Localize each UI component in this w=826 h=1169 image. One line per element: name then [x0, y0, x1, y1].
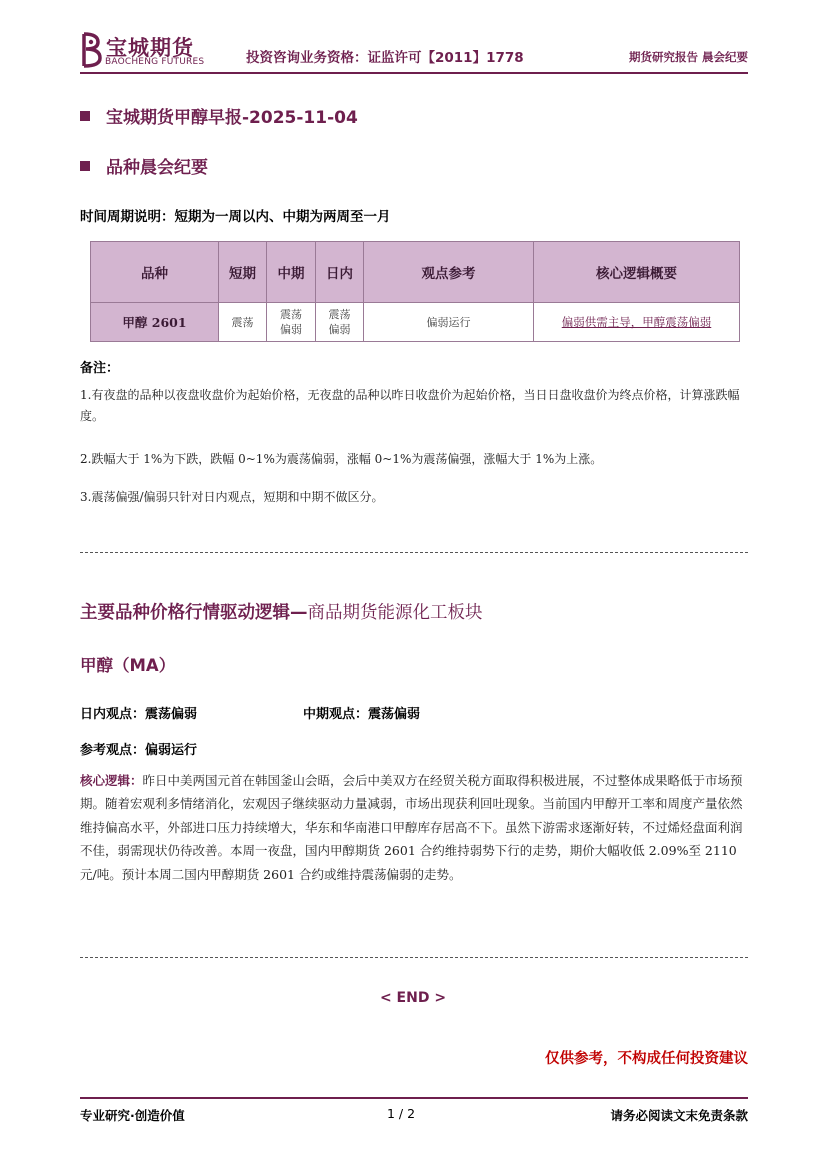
minutes-table	[90, 241, 740, 342]
table-header-cell: 品种	[91, 242, 219, 303]
logic-link[interactable]: 偏弱供需主导，甲醇震荡偏弱	[534, 303, 740, 342]
notes-heading: 备注：	[80, 361, 120, 376]
table-row	[91, 303, 740, 342]
core-logic-text: 昨日中美两国元首在韩国釜山会晤，会后中美双方在经贸关税方面取得积极进展，不过整体成果略低于市场预期。随着宏观利多情绪消化，宏观因子继续驱动力量减弱，市场出现获利回吐现象。当前国内甲醇开工率和周度产量依然维持偏高水平，外部进口压力持续增大，华东和华南港口甲醇库存居高不下。虽然下游需求逐渐好转，不过烯烃盘面利润不佳，弱需现状仍待改善。本周一夜盘，国内甲醇期货 2601 合约维持弱势下行的走势，期价大幅收低 2.09%至 2110 元/吨。预计本周二国内甲醇期货 2601 合约或维持震荡偏弱的走势。	[80, 773, 743, 882]
header-divider	[80, 72, 748, 74]
table-header-cell: 中期	[267, 242, 316, 303]
footer-disclaimer-note: 请务必阅读文末免责条款	[610, 1108, 748, 1123]
mid-view: 中期观点：震荡偏弱	[303, 707, 421, 722]
view-cell: 偏弱运行	[364, 303, 534, 342]
intraday-view: 日内观点：震荡偏弱	[80, 707, 198, 722]
logo-text-cn: 宝城期货	[106, 36, 194, 60]
table-header-cell: 日内	[316, 242, 364, 303]
report-type-text: 期货研究报告 晨会纪要	[628, 50, 748, 64]
drivers-title-sub: 商品期货能源化工板块	[307, 603, 483, 623]
minutes-title	[80, 153, 208, 178]
square-bullet-icon	[80, 161, 90, 171]
report-title	[80, 103, 358, 128]
square-bullet-icon	[80, 111, 90, 121]
logo-mark-icon	[80, 32, 102, 68]
report-title-text: 宝城期货甲醇早报-2025-11-04	[106, 108, 358, 128]
drivers-title	[80, 599, 483, 624]
dashed-divider	[80, 957, 748, 958]
logo-text-en: BAOCHENG FUTURES	[105, 57, 205, 67]
variety-heading: 甲醇（MA）	[80, 656, 176, 675]
drivers-title-main: 主要品种价格行情驱动逻辑—	[80, 603, 308, 623]
reference-view: 参考观点：偏弱运行	[80, 743, 198, 758]
end-marker: < END >	[379, 990, 447, 1006]
short-term-cell: 震荡	[219, 303, 267, 342]
table-header-cell: 短期	[219, 242, 267, 303]
table-header-row	[91, 242, 740, 303]
note-item: 3.震荡偏强/偏弱只针对日内观点，短期和中期不做区分。	[80, 490, 384, 504]
footer-divider	[80, 1097, 748, 1099]
mid-term-cell: 震荡 偏弱	[267, 303, 316, 342]
core-logic-label: 核心逻辑：	[80, 773, 143, 788]
minutes-title-text: 品种晨会纪要	[106, 158, 208, 178]
note-item: 2.跌幅大于 1%为下跌，跌幅 0~1%为震荡偏弱，涨幅 0~1%为震荡偏强，涨幅大于 1%为上涨。	[80, 452, 603, 466]
table-header-cell: 核心逻辑概要	[534, 242, 740, 303]
table-header-cell: 观点参考	[364, 242, 534, 303]
variety-cell: 甲醇 2601	[91, 303, 219, 342]
footer-slogan: 专业研究·创造价值	[80, 1108, 185, 1123]
intraday-cell: 震荡 偏弱	[316, 303, 364, 342]
page-number: 1 / 2	[387, 1106, 416, 1121]
dashed-divider	[80, 552, 748, 553]
qualification-text: 投资咨询业务资格：证监许可【2011】1778	[246, 50, 524, 66]
core-logic-paragraph	[80, 769, 750, 886]
note-item: 1.有夜盘的品种以夜盘收盘价为起始价格，无夜盘的品种以昨日收盘价为起始价格，当日日盘收盘价为终点价格，计算涨跌幅度。	[80, 388, 740, 423]
disclaimer-text: 仅供参考，不构成任何投资建议	[545, 1051, 748, 1067]
period-note: 时间周期说明：短期为一周以内、中期为两周至一月	[80, 209, 391, 225]
